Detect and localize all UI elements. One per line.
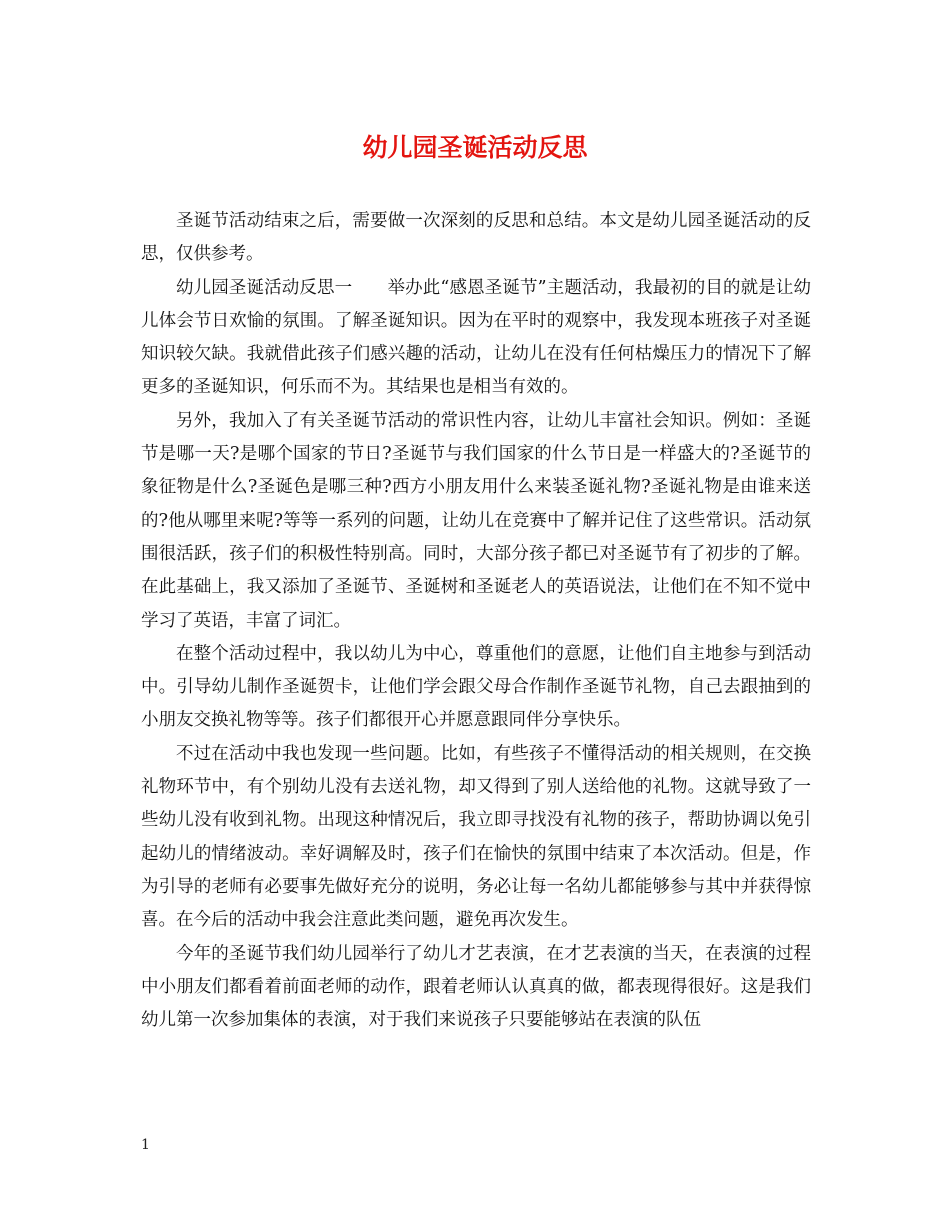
paragraph-5: 不过在活动中我也发现一些问题。比如，有些孩子不懂得活动的相关规则，在交换礼物环节中，有个别幼儿没有去送礼物，却又得到了别人送给他的礼物。这就导致了一些幼儿没有收到礼物。出现这种情况后，我立即寻找没有礼物的孩子，帮助协调以免引起幼儿的情绪波动。幸好调解及时，孩子们在愉快的氛围中结束了本次活动。但是，作为引导的老师有必要事先做好充分的说明，务必让每一名幼儿都能够参与其中并获得惊喜。在今后的活动中我会注意此类问题，避免再次发生。 [141,743,811,931]
page-number: 1 [141,1137,150,1153]
paragraph-6: 今年的圣诞节我们幼儿园举行了幼儿才艺表演，在才艺表演的当天，在表演的过程中小朋友们都看着前面老师的动作，跟着老师认认真真的做，都表现得很好。这是我们幼儿第一次参加集体的表演，对于我们来说孩子只要能够站在表演的队伍 [141,943,811,1031]
paragraph-3: 另外，我加入了有关圣诞节活动的常识性内容，让幼儿丰富社会知识。例如：圣诞节是哪一天?是哪个国家的节日?圣诞节与我们国家的什么节日是一样盛大的?圣诞节的象征物是什么?圣诞色是哪三种?西方小朋友用什么来装圣诞礼物?圣诞礼物是由谁来送的?他从哪里来呢?等等一系列的问题，让幼儿在竞赛中了解并记住了这些常识。活动氛围很活跃，孩子们的积极性特别高。同时，大部分孩子都已对圣诞节有了初步的了解。在此基础上，我又添加了圣诞节、圣诞树和圣诞老人的英语说法，让他们在不知不觉中学习了英语，丰富了词汇。 [141,410,811,631]
paragraph-2: 幼儿园圣诞活动反思一 举办此“感恩圣诞节”主题活动，我最初的目的就是让幼儿体会节日欢愉的氛围。了解圣诞知识。因为在平时的观察中，我发现本班孩子对圣诞知识较欠缺。我就借此孩子们感兴趣的活动，让幼儿在没有任何枯燥压力的情况下了解更多的圣诞知识，何乐而不为。其结果也是相当有效的。 [141,277,811,398]
document-title: 幼儿园圣诞活动反思 [362,133,588,162]
paragraph-1: 圣诞节活动结束之后，需要做一次深刻的反思和总结。本文是幼儿园圣诞活动的反思，仅供参考。 [141,211,811,265]
document-body [141,205,811,1037]
paragraph-4: 在整个活动过程中，我以幼儿为中心，尊重他们的意愿，让他们自主地参与到活动中。引导幼儿制作圣诞贺卡，让他们学会跟父母合作制作圣诞节礼物，自己去跟抽到的小朋友交换礼物等等。孩子们都很开心并愿意跟同伴分享快乐。 [141,643,811,731]
